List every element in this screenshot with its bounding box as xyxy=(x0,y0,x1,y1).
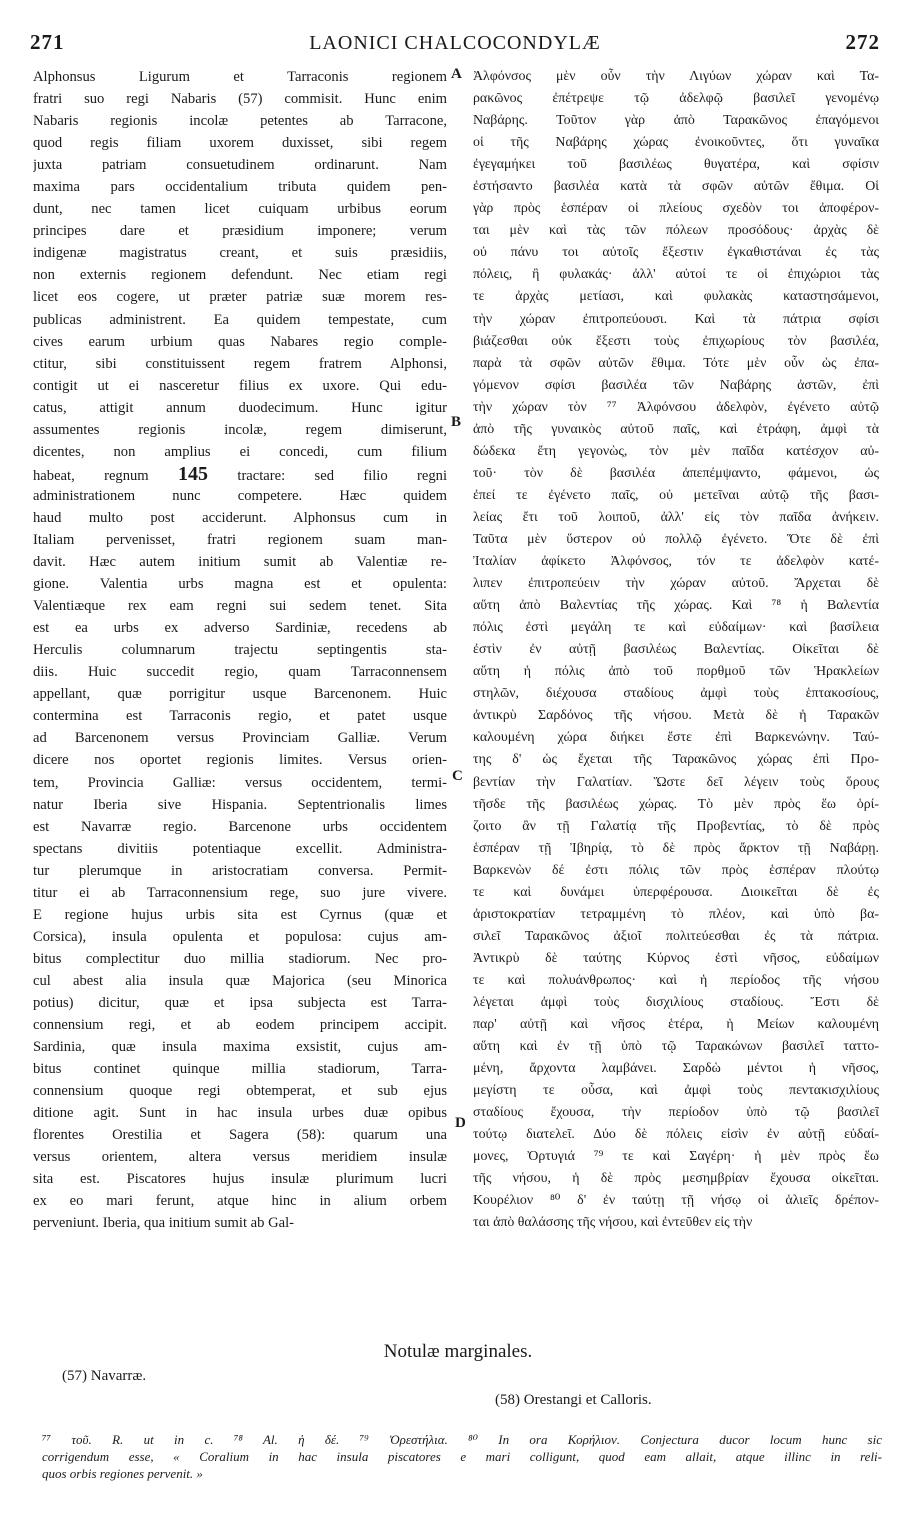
greek-line: ἑσπέραν τῇ Ἰβηρίᾳ, τὸ δὲ πρὸς ἄρκτον τῇ Ναβάρῃ. xyxy=(473,840,879,856)
greek-line: βιάζεσθαι οὐκ ἔξεστι τοὺς ἐπιχωρίους τὸν βασιλέα, xyxy=(473,333,879,349)
greek-line: ἐστήσαντο βασιλέα κατὰ τὰ σφῶν αὐτῶν ἔθιμα. Οἱ xyxy=(473,179,879,195)
greek-line: στηλῶν, διέχουσα σταδίους ἀμφὶ τοὺς ἑπτακοσίους, xyxy=(473,686,879,702)
greek-line: ται ἀπὸ θαλάσσης τῆς νήσου, καὶ ἐντεῦθεν εἰς τὴν xyxy=(473,1215,753,1231)
latin-line: Corsica), insula opulenta et populosa: cujus am- xyxy=(33,928,447,945)
greek-line: αὕτη ἡ πόλις ἀπὸ τοῦ πορθμοῦ τῶν Ἡρακλείων xyxy=(473,664,879,680)
greek-line: δώδεκα ἔτη γεγονὼς, τὸν μὲν παῖδα κατέσχον αὐ- xyxy=(473,443,879,459)
marker-c: C xyxy=(452,768,463,784)
latin-line: quod regis filiam uxorem duxisset, sibi regem xyxy=(33,135,447,152)
greek-line: τε ἀρχὰς μετίασι, καὶ φυλακὰς καταστησάμενοι, xyxy=(473,289,879,305)
greek-line: ρακῶνος ἐπέτρεψε τῷ ἀδελφῷ βασιλεῖ γενομένῳ xyxy=(473,91,879,107)
latin-line: ad Barcenonem versus Provinciam Galliæ. Verum xyxy=(33,730,447,747)
latin-line: fratri suo regi Nabaris (57) commisit. Hunc enim xyxy=(33,91,447,108)
latin-line: maxima pars occidentalium tributa quidem pen- xyxy=(33,179,447,196)
latin-line: licet eos cogere, ut præter patriæ suæ morem res- xyxy=(33,289,447,306)
latin-line: contigit ut ei nasceretur filius ex uxore. Qui edu- xyxy=(33,377,447,394)
running-title: LAONICI CHALCOCONDYLÆ xyxy=(309,32,601,54)
greek-line: αὕτη καὶ ἐν τῇ ὑπὸ τῷ Ταρακώνων βασιλεῖ ταττο- xyxy=(473,1039,879,1055)
latin-line: Herculis columnarum trajectu septingentis sta- xyxy=(33,642,447,659)
latin-line: spectans divitiis potentiaque excellit. Administra- xyxy=(33,840,447,857)
latin-line: connensium quoque regi obtemperat, et sub ejus xyxy=(33,1083,447,1100)
latin-line: connensium regi, et ab eodem principem accipit. xyxy=(33,1017,447,1034)
latin-line: administrationem nunc competere. Hæc quidem xyxy=(33,487,447,504)
latin-line: dunt, nec tamen licet cuiquam urbibus eorum xyxy=(33,201,447,218)
greek-line: πόλις ἐστὶ μεγάλη τε καὶ εὐδαίμων· καὶ βασίλεια xyxy=(473,620,879,636)
greek-line: Ἀλφόνσος μὲν οὖν τὴν Λιγύων χώραν καὶ Τα- xyxy=(473,69,879,84)
greek-line: ἀριστοκρατίαν τετραμμένη τὸ πλέον, καὶ ὑπὸ βα- xyxy=(473,906,879,922)
greek-line: ἐπεί τε ἐγένετο παῖς, οὐ μετεῖναι αὐτῷ τῆς βασι- xyxy=(473,487,879,503)
latin-line: potius) dicitur, quæ et ipsa subjecta est Tarra- xyxy=(33,994,447,1011)
latin-line: habeat, regnum 145 tractare: sed filio regni xyxy=(33,462,447,485)
notulae-title: Notulæ marginales. xyxy=(383,1341,533,1362)
greek-line: ἀπὸ τῆς γυναικὸς αὐτοῦ παῖς, καὶ ἐτράφη, ἀμφὶ τὰ xyxy=(473,421,879,437)
greek-line: ται μὲν καὶ τὰς τῶν πόλεων προσόδους· ἀρχὰς δὲ xyxy=(473,223,879,239)
greek-line: τοῦ· τὸν δὲ βασιλέα ἀπεπέμψαντο, φάμενοι, ὡς xyxy=(473,465,879,481)
latin-line: E regione hujus urbis sita est Cyrnus (quæ et xyxy=(33,906,447,923)
greek-line: λέγεται ἀμφὶ τοὺς δισχιλίους σταδίους. Ἔστι δὲ xyxy=(473,994,879,1010)
latin-line: versus orientem, altera versus meridiem insulæ xyxy=(33,1149,447,1166)
latin-line: principes dare et præsidium imponere; verum xyxy=(33,223,447,240)
marginal-note-57: (57) Navarræ. xyxy=(62,1368,147,1384)
latin-line: tur plerumque in aristocratiam conversa. Permit- xyxy=(33,862,447,879)
greek-line: τὴν χώραν ἐπιτροπεύουσι. Καὶ τὰ πάτρια σφίσι xyxy=(473,311,879,327)
latin-line: cul abest alia insula quæ Majorica (seu Minorica xyxy=(33,972,447,989)
latin-line: ditione agit. Sunt in hac insula urbes duæ opibus xyxy=(33,1105,447,1122)
latin-line: assumentes regionis incolæ, regem dimiserunt, xyxy=(33,421,447,438)
latin-line: publicas administrent. Ea quidem tempestate, cum xyxy=(33,311,447,328)
latin-line: titur ei ab Tarraconnensium rege, suo jure vivere. xyxy=(33,884,447,901)
latin-line: est ea urbs ex adverso Sardiniæ, recedens ab xyxy=(33,620,447,637)
greek-line: ἐστὶν ἐν αὐτῇ βασιλέως Βαλεντίας. Οἰκεῖται δὲ xyxy=(473,642,879,658)
greek-line: τούτῳ διατελεῖ. Δύο δὲ πόλεις εἰσὶν ἐν αὐτῇ εὐδαί- xyxy=(473,1127,879,1143)
greek-line: μεγίστη τε οὖσα, καὶ ἀμφὶ τοὺς πεντακισχιλίους xyxy=(473,1083,879,1099)
latin-line: florentes Orestilia et Sagera (58): quarum una xyxy=(33,1127,447,1144)
greek-line: τὴν χώραν τὸν ⁷⁷ Ἀλφόνσου ἀδελφὸν, ἐγένετο αὐτῷ xyxy=(473,399,879,415)
greek-line: καλουμένη χώρα διήκει ἔστε ἐπὶ Βαρκενώνην. Ταύ- xyxy=(473,730,879,746)
greek-line: της δ' ὡς ἔχεται τῆς Ταρακῶνος χώρας ἐπὶ Προ- xyxy=(473,752,879,768)
greek-column xyxy=(473,66,879,1234)
greek-line: πόλεις, ἢ φυλακάς· ἀλλ' αὐτοί τε οἱ ἐπιχώριοι τὰς xyxy=(473,267,879,283)
latin-line: ex eo mari ferunt, atque hinc in alium orbem xyxy=(33,1193,447,1210)
greek-line: Κουρέλιον ⁸⁰ δ' ἐν ταύτῃ τῇ νήσῳ οἱ ἁλιεῖς δρέπον- xyxy=(473,1193,879,1209)
greek-line: γόμενον σφίσι βασιλέα τῶν Ναβάρης ἀστῶν, ἐπὶ xyxy=(473,377,879,393)
latin-line: bitus continet quinque millia stadiorum, Tarra- xyxy=(33,1061,447,1078)
footnote-line: quos orbis regiones pervenit. » xyxy=(42,1466,203,1481)
latin-line: Nabaris regionis incolæ petentes ab Tarracone, xyxy=(33,113,447,130)
greek-line: σταδίους ἔχουσα, τὴν περίοδον ὑπὸ τῷ βασιλεῖ xyxy=(473,1105,879,1121)
greek-line: βεντίαν τὴν Γαλατίαν. Ὥστε δεῖ λέγειν τοὺς ὅρους xyxy=(473,774,879,790)
greek-line: λείας ἔτι τοῦ λοιποῦ, ἀλλ' εἰς τὸν παῖδα ἀνήκειν. xyxy=(473,509,879,525)
greek-line: τε καὶ πολυάνθρωπος· καὶ ἡ περίοδος τῆς νήσου xyxy=(473,972,879,988)
greek-line: τῆς νήσου, ἡ δὲ πρὸς μεσημβρίαν ἔχουσα οἰκεῖται. xyxy=(473,1171,879,1187)
latin-column xyxy=(33,66,447,1234)
latin-line: bitus complectitur duo millia stadiorum. Nec pro- xyxy=(33,950,447,967)
greek-line: τε καὶ δυνάμει ὑπερφέρουσα. Διοικεῖται δὲ ἐς xyxy=(473,884,879,900)
latin-line: indigenæ magistratus creant, et suis præsidiis, xyxy=(33,245,447,262)
latin-line: catus, attigit annum duodecimum. Hunc igitur xyxy=(33,399,447,416)
latin-line: juxta patriam consuetudinem ordinarunt. Nam xyxy=(33,157,447,174)
latin-line: appellant, quæ porrigitur usque Barcenonem. Huic xyxy=(33,686,447,703)
right-page-number: 272 xyxy=(845,30,880,54)
greek-line: μονες, Ὀρτυγιά ⁷⁹ τε καὶ Σαγέρη· ἡ μὲν πρὸς ἕω xyxy=(473,1149,879,1165)
latin-line: contermina est Tarraconis regio, et patet usque xyxy=(33,708,447,725)
greek-line: ἀντικρὺ Σαρδόνος τῆς νήσου. Μετὰ δὲ ἡ Ταρακῶν xyxy=(473,708,879,724)
greek-line: παρὰ τὰ σφῶν αὐτῶν ἔθιμα. Τότε μὲν οὖν ὡς ἐπα- xyxy=(473,355,879,371)
greek-line: οἱ τῆς Ναβάρης χώρας ἐνοικοῦντες, ὅτι γυναῖκα xyxy=(473,135,879,151)
footnote-line: corrigendum esse, « Coralium in hac insula piscatores e mari colligunt, quod eam allait, atque illinc in reli- xyxy=(42,1449,882,1464)
latin-line: davit. Hæc autem initium sumit ab Valentiæ re- xyxy=(33,554,447,571)
latin-line: sita est. Piscatores hujus insulæ plurimum lucri xyxy=(33,1171,447,1188)
marker-a: A xyxy=(451,66,462,82)
marker-b: B xyxy=(451,414,462,430)
latin-line: Italiam pervenisset, fratri regionem suam man- xyxy=(33,531,447,548)
latin-line: Alphonsus Ligurum et Tarraconis regionem xyxy=(33,69,447,85)
left-page-number: 271 xyxy=(30,30,65,54)
greek-line: Ναβάρης. Τοῦτον γὰρ ἀπὸ Ταρακῶνος ἐπαγόμενοι xyxy=(473,113,879,129)
greek-line: ζοιτο ἂν τῇ Γαλατίᾳ τῆς Προβεντίας, τὸ δὲ πρὸς xyxy=(473,818,879,834)
greek-line: σιλεῖ Ταρακῶνος ἀξιοῖ πολιτεύεσθαι ἐς τὰ πάτρια. xyxy=(473,928,879,944)
marginal-note-58: (58) Orestangi et Calloris. xyxy=(495,1392,652,1408)
footnote-line: ⁷⁷ τοῦ. R. ut in c. ⁷⁸ Al. ἡ δέ. ⁷⁹ Ὀρεστήλια. ⁸⁰ In ora Κορήλιον. Conjectura ducor locum hunc sic xyxy=(42,1432,882,1447)
greek-line: λιπεν ἐπιτροπεύειν τὴν χώραν αὐτοῦ. Ἄρχεται δὲ xyxy=(473,576,879,592)
latin-line: natur Iberia sive Hispania. Septentrionalis limes xyxy=(33,796,447,813)
latin-line: perveniunt. Iberia, qua initium sumit ab Gal- xyxy=(33,1215,294,1232)
greek-line: μένη, ἄρχοντα λαμβάνει. Σαρδὼ μέντοι ἡ νῆσος, xyxy=(473,1061,879,1077)
latin-line: cives earum urbium quas Nabares regio comple- xyxy=(33,333,447,350)
latin-line: dicere nos oportet regionis limites. Versus orien- xyxy=(33,752,447,769)
latin-line: tem, Provincia Galliæ: versus occidentem, termi- xyxy=(33,774,447,791)
greek-line: Ταῦτα μὲν ὕστερον οὐ πολλῷ ἐγένετο. Ὅτε δὲ ἐπὶ xyxy=(473,531,879,547)
latin-line: gione. Valentia urbs magna est et opulenta: xyxy=(33,576,447,593)
footnotes xyxy=(42,1431,882,1482)
latin-line: est Navarræ regio. Barcenone urbs occidentem xyxy=(33,818,447,835)
greek-line: οὐ πάνυ τοι αὐτοῖς ἔξεστιν ἐγκαθιστάναι ἐς τὰς xyxy=(473,245,879,261)
greek-line: γὰρ πρὸς ἑσπέραν οἱ πλείους σχεδὸν τοι ἀποφέρον- xyxy=(473,201,879,217)
latin-line: ctitur, sibi constituissent regem fratrem Alphonsi, xyxy=(33,355,447,372)
greek-line: αὕτη ἀπὸ Βαλεντίας τῆς χώρας. Καὶ ⁷⁸ ἡ Βαλεντία xyxy=(473,598,879,614)
latin-line: non externis regionem defendunt. Nec etiam regi xyxy=(33,267,447,284)
latin-line: Sardinia, quæ insula maxima exsistit, cujus am- xyxy=(33,1039,447,1056)
greek-line: ἐγεγαμήκει τοῦ βασιλέως θυγατέρα, καὶ σφίσιν xyxy=(473,157,879,173)
greek-line: Βαρκενὼν δέ ἐστι πόλις τῶν πρὸς ἑσπέραν πλούτῳ xyxy=(473,862,879,878)
greek-line: Ἀντικρὺ δὲ ταύτης Κύρνος ἐστὶ νῆσος, εὐδαίμων xyxy=(473,950,879,966)
latin-line: dicentes, non amplius ei concedi, cum filium xyxy=(33,443,447,460)
latin-line: haud multo post acciderunt. Alphonsus cum in xyxy=(33,509,447,526)
page-header xyxy=(30,30,880,60)
latin-line: Valentiæque rex eam regni sui sedem tenet. Sita xyxy=(33,598,447,615)
greek-line: Ἰταλίαν ἀφίκετο Ἀλφόνσος, τόν τε ἀδελφὸν κατέ- xyxy=(473,554,879,570)
greek-line: τῆσδε τῆς βασιλέως χώρας. Τὸ μὲν πρὸς ἕω ὁρί- xyxy=(473,796,879,812)
latin-line: diis. Huic succedit regio, quam Tarraconnensem xyxy=(33,664,447,681)
greek-line: παρ' αὐτῇ καὶ νῆσος ἑτέρα, ἡ Μείων καλουμένη xyxy=(473,1017,879,1033)
marker-d: D xyxy=(455,1115,466,1131)
inline-page-number: 145 xyxy=(178,462,209,485)
